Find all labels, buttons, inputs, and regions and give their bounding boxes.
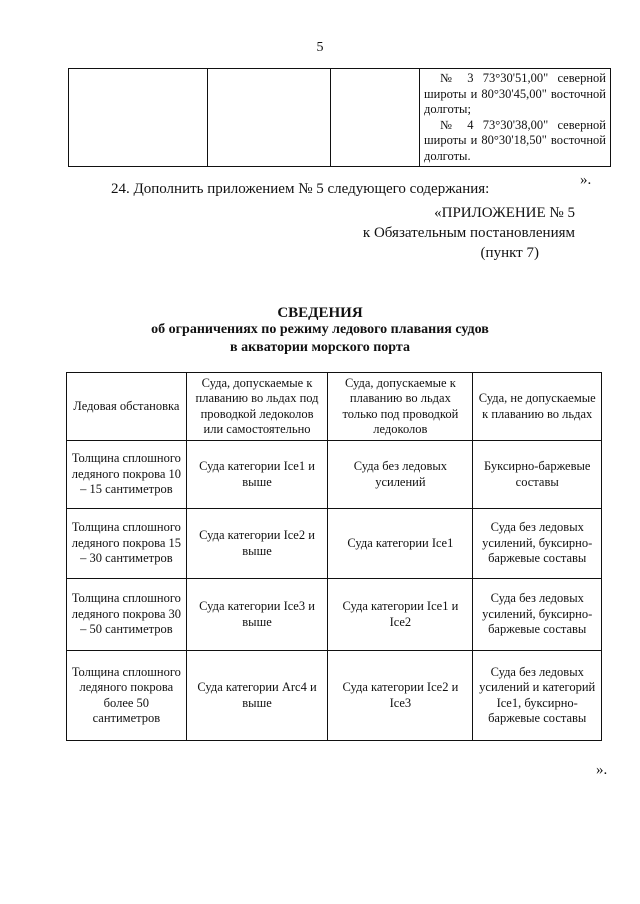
table-cell: Толщина сплошного ледяного покрова 15 – 30 сантиметров [67,509,187,579]
continuation-table [68,68,611,167]
table-cell: Суда без ледовых усилений [328,441,473,509]
section-subtitle: об ограничениях по режиму ледового плавания судов [151,322,489,337]
empty-cell [331,69,420,167]
empty-cell [69,69,208,167]
coordinate-entry: № 3 73°30'51,00" северной широты и 80°30'45,00" восточной долготы; [424,71,606,116]
continuation-row [69,69,611,167]
table-cell: Суда категории Ice2 и выше [186,509,328,579]
empty-cell [208,69,331,167]
coordinate-entry: № 4 73°30'38,00" северной широты и 80°30'18,50" восточной долготы. [424,117,606,163]
table-header-row [67,373,602,441]
section-subtitle: в акватории морского порта [230,340,410,355]
page-number: 5 [316,40,324,55]
ice-restrictions-table [66,372,602,741]
annex-header [275,203,575,263]
table-cell: Суда категории Ice1 [328,509,473,579]
table-cell: Суда без ледовых усилений и категорий Ice1, буксирно-баржевые составы [473,651,602,741]
annex-subtitle: к Обязательным постановлениям [362,225,575,241]
table-cell: Суда категории Arc4 и выше [186,651,328,741]
table-cell: Суда без ледовых усилений, буксирно-баржевые составы [473,579,602,651]
column-header: Суда, не допускаемые к плаванию во льдах [473,373,602,441]
amendment-item: 24. Дополнить приложением № 5 следующего содержания: [111,181,490,197]
table-row [67,651,602,741]
table-cell: Суда без ледовых усилений, буксирно-баржевые составы [473,509,602,579]
table-cell: Толщина сплошного ледяного покрова 10 – 15 сантиметров [67,441,187,509]
table-cell: Буксирно-баржевые составы [473,441,602,509]
table-cell: Толщина сплошного ледяного покрова более 50 сантиметров [67,651,187,741]
table-cell: Суда категории Ice1 и Ice2 [328,579,473,651]
table-cell: Суда категории Ice1 и выше [186,441,328,509]
column-header: Суда, допускаемые к плаванию во льдах под проводкой ледоколов или самостоятельно [186,373,328,441]
table-row [67,579,602,651]
table-cell: Суда категории Ice3 и выше [186,579,328,651]
coordinates-cell [420,69,611,167]
column-header: Ледовая обстановка [67,373,187,441]
closing-quote: ». [596,762,608,778]
annex-title: «ПРИЛОЖЕНИЕ № 5 [434,205,575,221]
table-cell: Суда категории Ice2 и Ice3 [328,651,473,741]
closing-quote: ». [580,172,592,188]
annex-point: (пункт 7) [480,245,539,261]
column-header: Суда, допускаемые к плаванию во льдах только под проводкой ледоколов [328,373,473,441]
section-title: СВЕДЕНИЯ [277,305,363,321]
table-row [67,509,602,579]
table-row [67,441,602,509]
table-cell: Толщина сплошного ледяного покрова 30 – 50 сантиметров [67,579,187,651]
